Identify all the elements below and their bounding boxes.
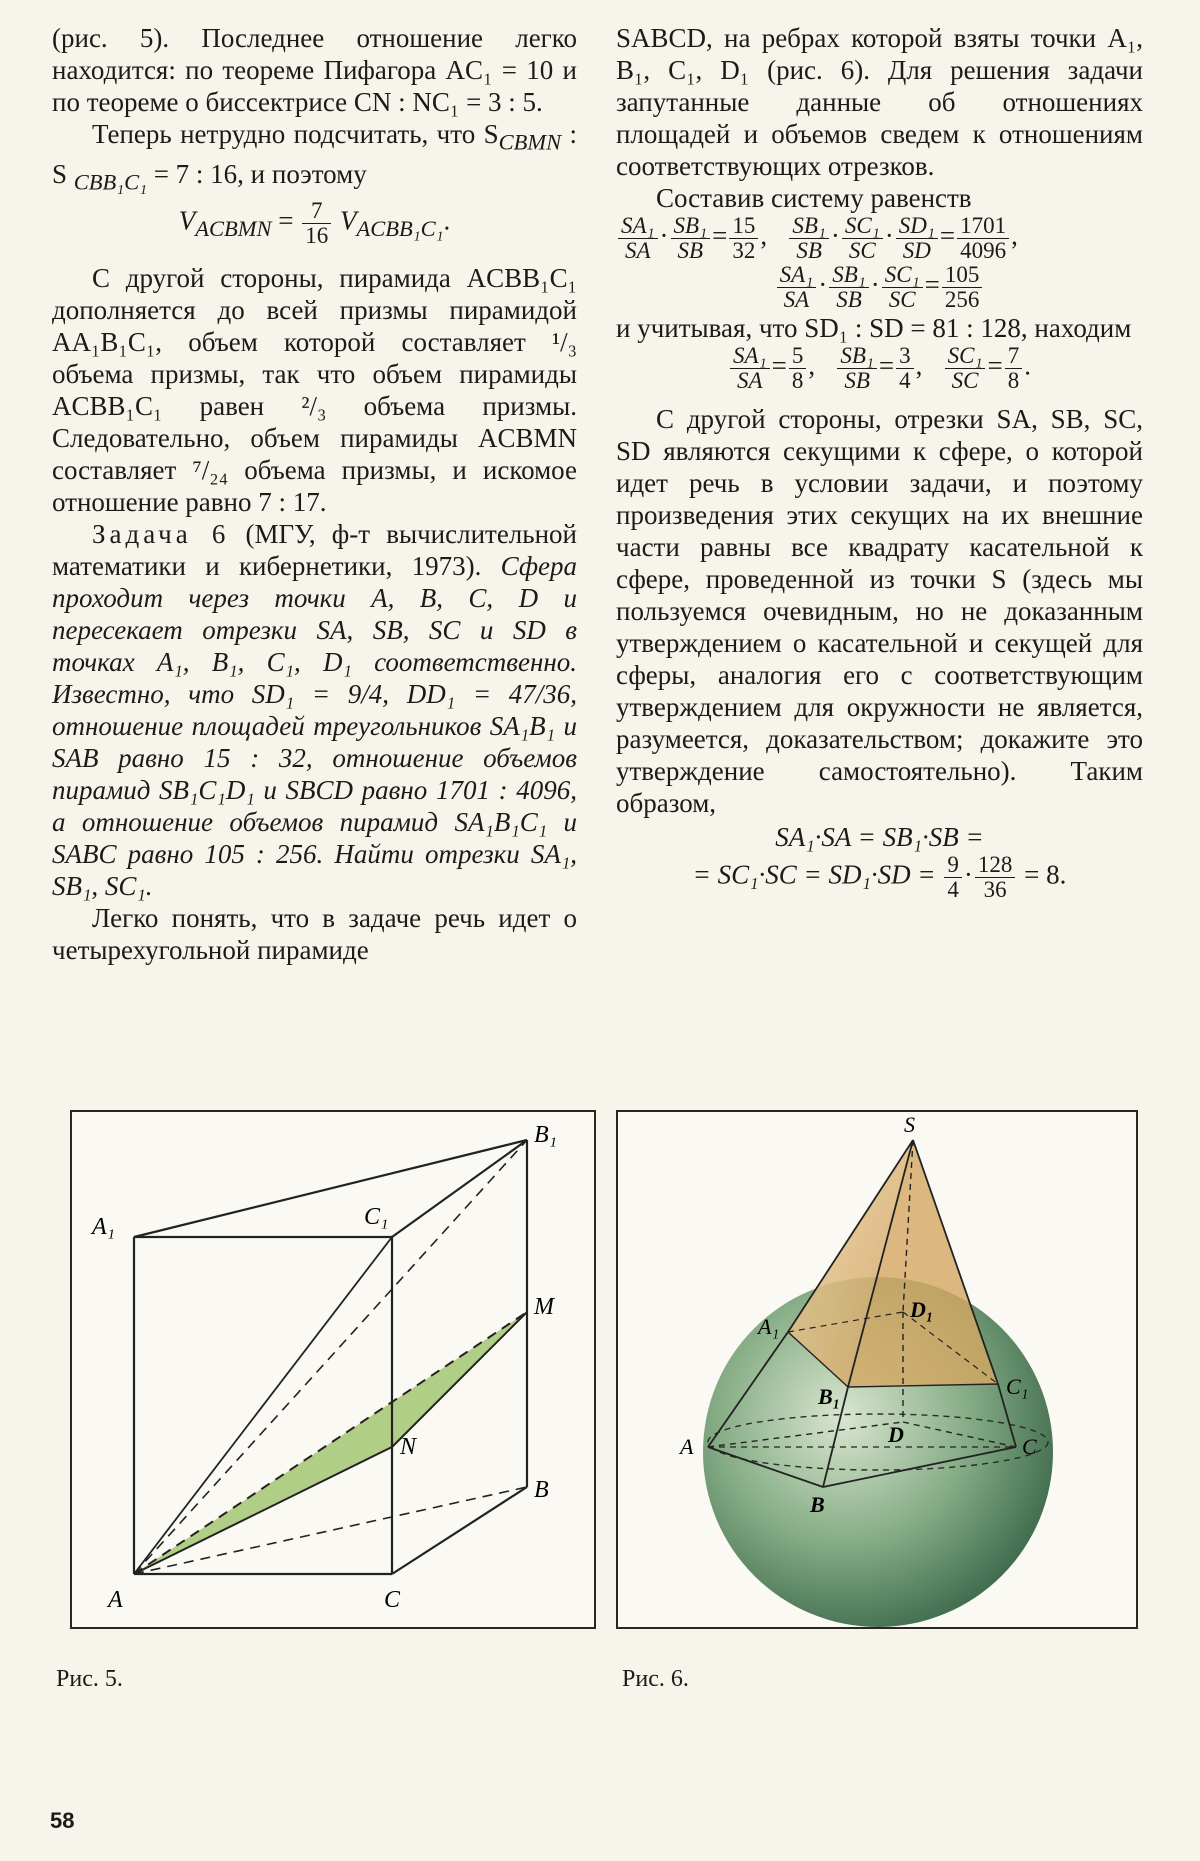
- label-S: S: [904, 1112, 915, 1137]
- label-C: C: [384, 1587, 401, 1613]
- left-paragraph-3: С другой стороны, пирамида ACBB₁C₁ дополняется до всей призмы пирамидой AA₁B₁C₁, объем которой составляет ¹/₃ объема призмы, так что объем пирамиды ACBB₁C₁ равен ²/₃ объема призмы. Следовательно, объем пирамиды ACBMN составляет ⁷/₂₄ объема призмы, и искомое отношение равно 7 : 17.: [52, 262, 577, 517]
- left-equation-volume: $V_{ACBMN}$ = $\frac{7}{16}$ $V_{ACBB_1C_1}$.: [178, 197, 451, 248]
- left-paragraph-2: Теперь нетрудно подсчитать, что $S_{CBMN}$ : S $_{CBB_1C_1}$ = 7 : 16, и поэтому: [52, 119, 577, 195]
- final-equation-line-2: = SC₁·SC = SD₁·SD = $\frac{9}{4}$ · $\frac{128}{36}$ = 8.: [692, 852, 1067, 902]
- fraction-7-16: $\frac{7}{16}$: [302, 199, 331, 248]
- figure-5-caption: Рис. 5.: [56, 1666, 123, 1692]
- label-A1: A₁: [758, 1314, 780, 1339]
- left-task-6: Задача 6 (МГУ, ф-т вычислительной математики и кибернетики, 1973). Сфера проходит через точки A, B, C, D и пересекает отрезки SA, SB, SC и SD в точках A₁, B₁, C₁, D₁ соответственно. Известно, что SD₁ = 9/4, DD₁ = 47/36, отношение площадей треугольников SA₁B₁ и SAB равно 15 : 32, отношение объемов пирамид SB₁C₁D₁ и SBCD равно 1701 : 4096, а отношение объемов пирамид SA₁B₁C₁ и SABC равно 105 : 256. Найти отрезки SA₁, SB₁, SC₁.: [52, 518, 577, 901]
- final-equation-line-1: SA₁·SA = SB₁·SB =: [775, 822, 984, 852]
- edge-AC1: [134, 1237, 392, 1574]
- prism-diagram: [72, 1112, 594, 1627]
- figure-6-caption: Рис. 6.: [622, 1666, 689, 1692]
- edge-AB: [134, 1487, 527, 1574]
- edge-A1B1: [134, 1140, 527, 1237]
- sphere-diagram: [618, 1112, 1136, 1627]
- label-B1: B₁: [534, 1122, 558, 1148]
- label-A: A: [108, 1587, 123, 1613]
- figure-6-sphere: [616, 1110, 1138, 1629]
- right-paragraph-2: Составив систему равенств: [656, 183, 972, 213]
- label-D1: D₁: [910, 1297, 934, 1322]
- system-equation-2: $\frac{\text{SA₁}}{SA}$ · $\frac{\text{SB₁}}{SB}$ · $\frac{\text{SC₁}}{SC}$ = $\frac{105}{256}$: [616, 263, 1143, 312]
- result-fractions: $\frac{\text{SA₁}}{SA}$ = $\frac{5}{8}$ , $\frac{\text{SB₁}}{SB}$ = $\frac{3}{4}$ , $\frac{\text{SC₁}}{SC}$ = $\frac{7}{8}$ .: [616, 344, 1143, 393]
- left-paragraph-1: (рис. 5). Последнее отношение легко находится: по теореме Пифагора AC₁ = 10 и по теореме о биссектрисе CN : NC₁ = 3 : 5.: [52, 23, 577, 117]
- label-C1: C₁: [364, 1204, 389, 1230]
- page-number: 58: [50, 1808, 75, 1833]
- right-paragraph-1: SABCD, на ребрах которой взяты точки A₁, B₁, C₁, D₁ (рис. 6). Для решения задачи запутанные данные об отношениях площадей и объемов сведем к отношениям соответствующих отрезков.: [616, 23, 1143, 181]
- label-B: B: [810, 1492, 825, 1517]
- label-C: C: [1022, 1434, 1037, 1459]
- system-equation-1: $\frac{\text{SA₁}}{SA}$ · $\frac{\text{SB₁}}{SB}$ = $\frac{15}{32}$ , $\frac{\text{SB₁}}{SB}$ · $\frac{\text{SC₁}}{SC}$ · $\frac{\text{SD₁}}{SD}$ = $\frac{1701}{4096}$ ,: [616, 214, 1143, 263]
- figure-5-prism: [70, 1110, 596, 1629]
- edge-C1B1: [392, 1140, 527, 1237]
- label-A1: A₁: [92, 1214, 116, 1240]
- label-M: M: [534, 1294, 554, 1320]
- left-column: [52, 22, 577, 966]
- right-paragraph-4: С другой стороны, отрезки SA, SB, SC, SD являются секущими к сфере, о которой идет речь в условии задачи, и поэтому произведения этих секущих на их внешние части равны все квадрату касательной к сфере, проведенной из точки S (здесь мы пользуемся очевидным, но не доказанным утверждением о касательной и секущей для сферы, аналогия его с соответствующим утверждением для окружности не является, разумеется, доказательством; докажите это утверждение самостоятельно). Таким образом,: [616, 404, 1143, 818]
- label-C1: C₁: [1006, 1374, 1029, 1399]
- label-B1: B₁: [818, 1384, 841, 1409]
- label-A: A: [680, 1434, 694, 1459]
- left-paragraph-4: Легко понять, что в задаче речь идет о четырехугольной пирамиде: [52, 902, 577, 965]
- right-column: [616, 22, 1143, 902]
- label-D: D: [888, 1422, 904, 1447]
- edge-AN: [134, 1447, 392, 1574]
- edge-CB: [392, 1487, 527, 1574]
- right-paragraph-3: и учитывая, что SD₁ : SD = 81 : 128, находим: [616, 313, 1132, 343]
- edge-NM: [392, 1312, 527, 1447]
- label-B: B: [534, 1477, 549, 1503]
- label-N: N: [400, 1434, 417, 1460]
